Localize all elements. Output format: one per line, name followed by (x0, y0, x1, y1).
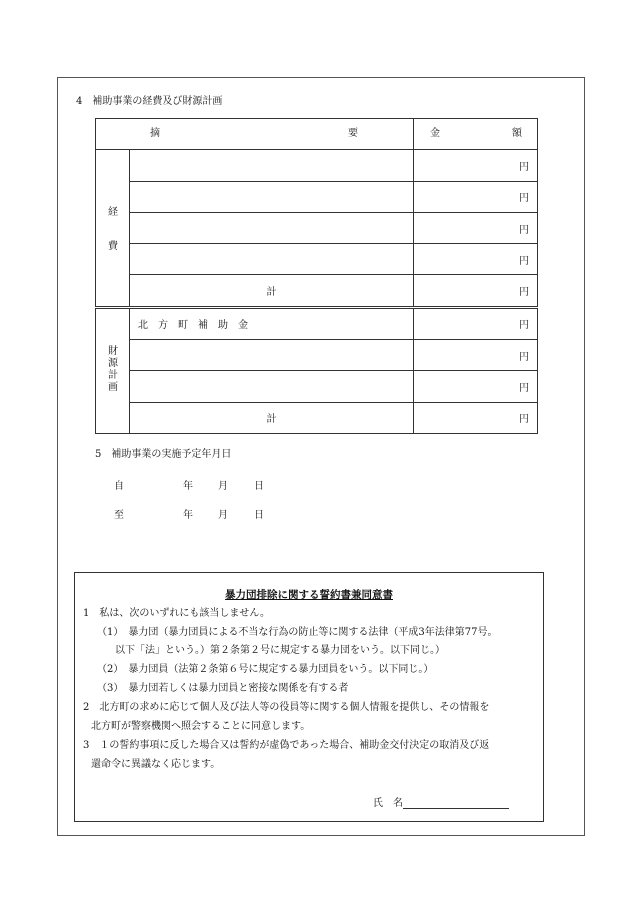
expense-item-cell[interactable] (130, 150, 414, 181)
header-amount-char2: 額 (512, 128, 522, 139)
start-year-label: 年 (183, 481, 193, 492)
pledge-item-3a: 3 １の誓約事項に反した場合又は誓約が虚偽であった場合、補助金交付決定の取消及び返 (83, 740, 490, 751)
funding-char4: 画 (108, 381, 118, 393)
pledge-item-1-2: （2） 暴力団員（法第２条第６号に規定する暴力団員をいう。以下同じ。） (97, 664, 434, 675)
header-summary-char2: 要 (348, 128, 358, 139)
end-day-label: 日 (254, 510, 264, 521)
funding-hokubo-subsidy: 北 方 町 補 助 金 (130, 307, 414, 339)
pledge-item-1-1b: 以下「法」という。）第２条第２号に規定する暴力団をいう。以下同じ。） (115, 645, 445, 656)
end-year-label: 年 (183, 510, 193, 521)
expense-total-label: 計 (130, 275, 414, 307)
pledge-item-2b: 北方町が警察機関へ照会することに同意します。 (91, 721, 311, 732)
expense-total-amount[interactable]: 円 (414, 275, 538, 307)
start-day-label: 日 (254, 481, 264, 492)
header-summary-char1: 摘 (150, 128, 160, 139)
header-amount-char1: 金 (430, 128, 440, 139)
pledge-item-1-3: （3） 暴力団若しくは暴力団員と密接な関係を有する者 (97, 683, 349, 694)
signature-row (373, 797, 509, 809)
signature-label: 氏 名 (373, 798, 403, 809)
end-month-label: 月 (218, 510, 228, 521)
pledge-box (74, 572, 544, 822)
pledge-item-2a: 2 北方町の求めに応じて個人及び法人等の役員等に関する個人情報を提供し、その情報を (83, 702, 490, 713)
funding-char1: 財 (108, 345, 118, 357)
funding-item-cell[interactable] (130, 371, 414, 402)
pledge-item-1: 1 私は、次のいずれにも該当しません。 (83, 608, 270, 619)
section5-title: 5 補助事業の実施予定年月日 (95, 449, 232, 460)
pledge-item-3b: 還命令に異議なく応じます。 (91, 759, 221, 770)
end-label: 至 (114, 510, 124, 521)
expense-amount-cell[interactable]: 円 (414, 244, 538, 275)
signature-field[interactable] (403, 797, 509, 809)
expense-amount-cell[interactable]: 円 (414, 212, 538, 243)
pledge-title: 暴力団排除に関する誓約書兼同意書 (225, 589, 393, 601)
expense-amount-cell[interactable]: 円 (414, 150, 538, 181)
expense-amount-cell[interactable]: 円 (414, 181, 538, 212)
expense-item-cell[interactable] (130, 181, 414, 212)
expense-item-cell[interactable] (130, 212, 414, 243)
expenses-char2: 費 (108, 241, 118, 253)
section4-title: 4 補助事業の経費及び財源計画 (76, 96, 223, 107)
funding-amount-cell[interactable]: 円 (414, 307, 538, 339)
expenses-char1: 経 (108, 207, 118, 219)
expenses-label (96, 150, 130, 307)
budget-table (95, 118, 538, 434)
start-label: 自 (114, 481, 124, 492)
header-summary (96, 119, 414, 150)
funding-amount-cell[interactable]: 円 (414, 371, 538, 402)
start-month-label: 月 (218, 481, 228, 492)
pledge-item-1-1a: （1） 暴力団（暴力団員による不当な行為の防止等に関する法律（平成3年法律第77号。 (97, 627, 498, 638)
header-amount (414, 119, 538, 150)
funding-char2: 源 (108, 357, 118, 369)
funding-char3: 計 (108, 369, 118, 381)
funding-total-label: 計 (130, 402, 414, 433)
funding-label (96, 307, 130, 433)
funding-total-amount[interactable]: 円 (414, 402, 538, 433)
funding-item-cell[interactable] (130, 340, 414, 371)
funding-amount-cell[interactable]: 円 (414, 340, 538, 371)
expense-item-cell[interactable] (130, 244, 414, 275)
